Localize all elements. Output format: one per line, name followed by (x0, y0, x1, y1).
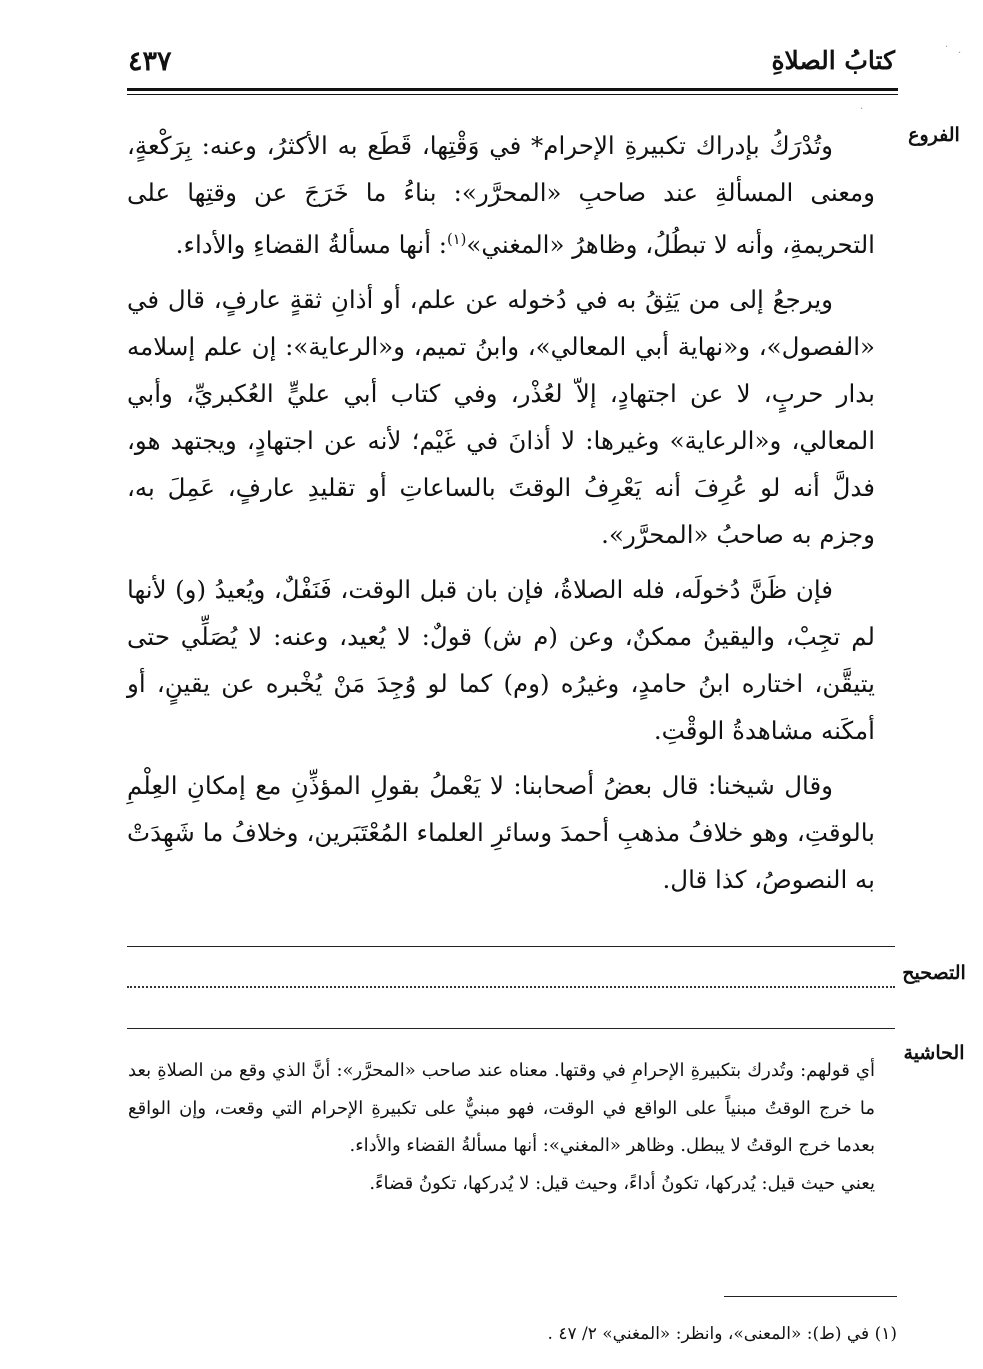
tashih-dotted-line (127, 986, 895, 988)
header-rule-thin (127, 94, 898, 95)
footnote: (١) في (ط): «المعنى»، وانظر: «المغني» ٢/ ٤٧ . (547, 1324, 897, 1344)
paragraph-4: وقال شيخنا: قال بعضُ أصحابنا: لا يَعْملُ بقولِ المؤذِّنِ مع إمكانِ العِلْمِ بالوقتِ، وهو خلافُ مذهبِ أحمدَ وسائرِ العلماء المُعْتَبَرين، وخلافُ ما شَهِدَتْ به النصوصُ، كذا قال. (127, 771, 875, 895)
hashia-text (128, 1052, 875, 1202)
paragraph-1 (127, 122, 875, 268)
section-divider-bottom (127, 1028, 895, 1029)
footnote-separator (724, 1296, 897, 1297)
paragraph-3: فإن ظَنَّ دُخولَه، فله الصلاةُ، فإن بان قبل الوقت، فَنَفْلٌ، ويُعيدُ (و) لأنها لم تجِبْ، واليقينُ ممكنٌ، وعن (م ش) قولٌ: لا يُعيد، وعنه: لا يُصَلِّي حتى يتيقَّن، اختاره ابنُ حامدٍ، وغيرُه (وم) كما لو وُجِدَ مَنْ يُخْبره عن يقينٍ، أو أمكَنه مشاهدةُ الوقْتِ. (127, 575, 875, 746)
scan-speck-1: · (945, 42, 949, 53)
main-text (127, 122, 875, 911)
paragraph-1-text: وتُدْرَكُ بإدراك تكبيرةِ الإحرام* في وَقْتِها، قَطَع به الأكثرُ، وعنه: بِرَكْعةٍ، ومعنى المسألةِ عند صاحبِ «المحرَّر»: بناءُ ما خَرَجَ عن وقتِها على التحريمةِ، وأنه لا تبطُلُ، وظاهرُ «المغني» (127, 131, 876, 260)
running-header-title: كتابُ الصلاةِ (771, 46, 895, 75)
scan-speck-2: · (958, 48, 962, 59)
footnote-marker: (١) (447, 231, 467, 248)
header-rule-thick (127, 88, 898, 91)
section-divider-top (127, 946, 895, 947)
paragraph-1-tail: : أنها مسألةُ القضاءِ والأداء. (175, 230, 448, 260)
side-label-tashih: التصحيح (902, 962, 966, 984)
scan-speck-3: · (860, 104, 864, 115)
side-label-hashia: الحاشية (903, 1042, 965, 1064)
hashia-line-1: أي قولهم: وتُدرك بتكبيرةِ الإحرامِ في وقتها. معناه عند صاحب «المحرَّر»: أنَّ الذي وقع من الصلاةِ بعد ما خرج الوقتُ مبنياً على الواقع في الوقت، فهو مبنيٌّ على تكبيرةِ الإحرام التي وقعت، وإن الواقع بعدما خرج الوقتُ لا يبطل. وظاهر «المغني»: أنها مسألةُ القضاء والأداء. (128, 1060, 875, 1156)
paragraph-2: ويرجعُ إلى من يَثِقُ به في دُخوله عن علم، أو أذانِ ثقةٍ عارفٍ، قال في «الفصول»، و«نهاية أبي المعالي»، وابنُ تميم، و«الرعاية»: إن علم إسلامه بدار حربٍ، لا عن اجتهادٍ، إلاّ لعُذْر، وفي كتاب أبي عليٍّ العُكبريِّ، وأبي المعالي، و«الرعاية» وغيرها: لا أذانَ في غَيْم؛ لأنه عن اجتهادٍ، ويجتهد هو، فدلَّ أنه لو عُرِفَ أنه يَعْرِفُ الوقتَ بالساعاتِ أو تقليدِ عارفٍ، عَمِلَ به، وجزم به صاحبُ «المحرَّر». (127, 285, 875, 550)
page-number: ٤٣٧ (128, 46, 172, 77)
hashia-line-2: يعني حيث قيل: يُدركها، تكونُ أداءً، وحيث قيل: لا يُدركها، تكونُ قضاءً. (369, 1172, 875, 1194)
side-label-furu: الفروع (908, 124, 960, 146)
